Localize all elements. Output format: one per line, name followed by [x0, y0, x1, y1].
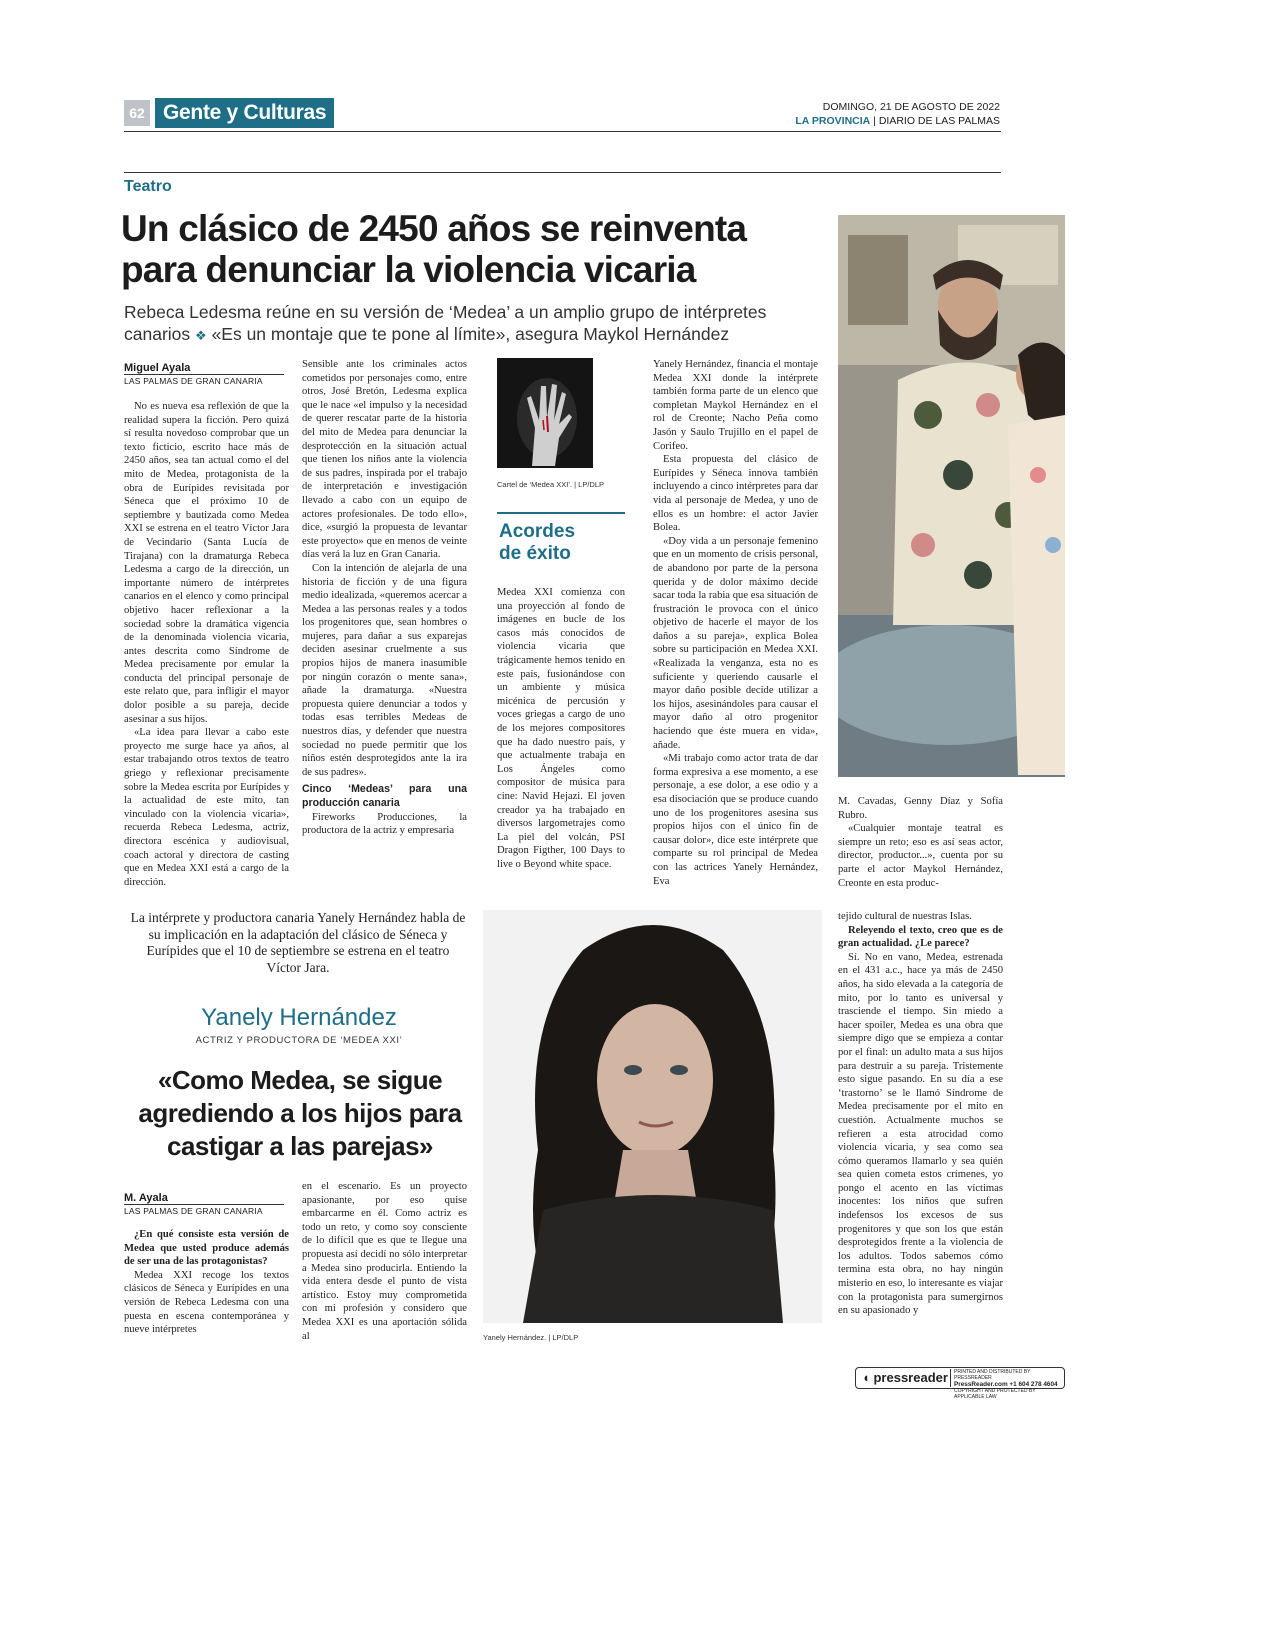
interview-answer: Medea XXI recoge los textos clásicos de Séneca y Eurípides en una versión de Rebeca Ledesma con una puesta en escena contemporánea y nueve intérpretes: [124, 1269, 289, 1336]
pressreader-notice: [954, 1369, 1064, 1400]
newspaper-name: LA PROVINCIA | DIARIO DE LAS PALMAS: [795, 115, 1000, 127]
article-headline: Un clásico de 2450 años se reinventa para denunciar la violencia vicaria: [121, 208, 747, 290]
sidebar-box-body: [497, 586, 625, 871]
article-paragraph: «Doy vida a un personaje femenino que en un momento de crisis personal, de abandono por parte de la persona querida y de dolor máximo decide sacar toda la rabia que esa situación de frustración le provoca con el único objetivo de hacerle el mayor de los daños a su pareja», explica Bolea sobre su participación en Medea XXI. «Realizada la venganza, esta no es suficiente y queriendo causarle el mayor daño posible decide utilizar a los hijos, asesinándoles para causar el mayor daño al otro progenitor haciendo que éste muera en vida», añade.: [653, 535, 818, 751]
article-paragraph: «La idea para llevar a cabo este proyecto me surge hace ya años, al estar trabajando otros textos de teatro griego y reflexionar precisamente sobre la Medea escrita por Eurípides y la actualidad de este mito, tan vinculado con la violencia vicaria», recuerda Rebeca Ledesma, actriz, directora escénica y audiovisual, coach actoral y directora de casting que en Medea XXI está a cargo de la dirección.: [124, 727, 289, 888]
interview-question: Releyendo el texto, creo que es de gran actualidad. ¿Le parece?: [838, 924, 1003, 950]
pressreader-divider: [950, 1369, 951, 1387]
portrait-caption-text: Yanely Hernández.: [483, 1333, 547, 1342]
article-paragraph: Sensible ante los criminales actos cometidos por personajes como, entre otros, José Bretón, Ledesma explica que le nace «el impulso y la necesidad de querer rescatar parte de la historia del mito de Medea para denunciar la desprotección en la situación actual que tienen los niños ante la violencia de sus padres, inspirada por el trabajo de interpretación e investigación llevado a cabo con un equipo de actores profesionales. De todo ello», dice, «surgió la propuesta de levantar este proyecto» que en menos de veinte días verá la luz en Gran Canaria.: [302, 359, 467, 561]
article-column-1: [124, 400, 289, 889]
page-number: 62: [124, 100, 150, 126]
newspaper-edition: DIARIO DE LAS PALMAS: [878, 115, 1000, 127]
pressreader-line: PressReader.com +1 604 278 4604: [954, 1381, 1058, 1388]
poster-image: [497, 358, 593, 468]
interview-byline: [124, 1192, 289, 1216]
article-paragraph: Esta propuesta del clásico de Eurípides y Séneca innova también incluyendo a cinco intérpretes para dar vida al personaje de Medea, y uno de ellos es un hombre: el actor Javier Bolea.: [653, 454, 818, 534]
article-paragraph: «Cualquier montaje teatral es siempre un reto; eso es así seas actor, director, productor...», cuenta por su parte el actor Maykol Hernández, Creonte en esta produc-: [838, 823, 1003, 889]
interview-column-3: [838, 910, 1003, 1318]
byline-author: Miguel Ayala: [124, 362, 191, 374]
publication-date: DOMINGO, 21 DE AGOSTO DE 2022: [822, 101, 1000, 113]
sidebar-box-rule: [497, 512, 625, 514]
portrait-photo: [483, 910, 822, 1323]
subhead-separator-icon: ❖: [195, 328, 207, 343]
poster-caption-text: Cartel de ‘Medea XXI’.: [497, 480, 573, 489]
sidebar-box-title: [499, 521, 575, 565]
article-paragraph: Yanely Hernández, financia el montaje Medea XXI donde la intérprete también forma parte de un elenco que completan Maykol Hernández en el rol de Creonte; Nacho Peña como Jasón y Saulo Trujillo en el papel de Corifeo.: [653, 359, 818, 452]
interview-column-2: [302, 1180, 467, 1343]
article-subhead: [124, 301, 824, 347]
interview-intro: La intérprete y productora canaria Yanely Hernández habla de su implicación en la adaptación del clásico de Séneca y Eurípides que el 10 de septiembre se estrena en el teatro Víctor Jara.: [130, 910, 466, 975]
portrait-credit: LP/DLP: [552, 1333, 579, 1342]
article-kicker: Teatro: [124, 178, 172, 195]
raised-hand-image: [497, 358, 593, 468]
article-column-4: [653, 358, 818, 888]
actors-by-fountain-image: [838, 215, 1065, 777]
byline-place: LAS PALMAS DE GRAN CANARIA: [124, 374, 284, 386]
header-rule: [124, 131, 1001, 132]
newspaper-brand: LA PROVINCIA: [795, 115, 871, 127]
poster-caption: Cartel de ‘Medea XXI’. | LP/DLP: [497, 480, 605, 489]
interview-answer: tejido cultural de nuestras Islas.: [838, 911, 972, 922]
article-column-2: [302, 358, 467, 838]
photo-credit-continuation: M. Cavadas, Genny Díaz y Sofía Rubro.: [838, 796, 1003, 821]
article-top-rule: [124, 172, 1001, 173]
subhead-part-a: Rebeca Ledesma reúne en su versión de ‘Medea’ a un amplio grupo de intérpretes canarios: [124, 302, 767, 344]
article-column-5: [838, 795, 1003, 890]
interview-column-1: [124, 1228, 289, 1337]
pressreader-line: PRINTED AND DISTRIBUTED BY PRESSREADER: [954, 1369, 1031, 1381]
pressreader-icon: ◖: [862, 1370, 870, 1385]
pressreader-logo-text: pressreader: [873, 1370, 948, 1385]
interview-answer: en el escenario. Es un proyecto apasionante, por eso quise embarcarme en él. Como actriz es todo un reto, y como soy consciente de lo difícil que es que te llegue una propuesta así decidí no sólo interpretar a Medea sino producirla. Entiendo la vida entera desde el punto de vista artístico. Estoy muy comprometida con mi profesión y considero que Medea XXI es una aportación sólida al: [302, 1181, 467, 1342]
sidebar-box-text: Medea XXI comienza con una proyección al fondo de imágenes en bucle de los casos más conocidos de violencia vicaria que trágicamente hemos tenido en este país, fusionándose con un ambiente y música micénica de percusión y voces griegas a cargo de uno de los mejores compositores que ha dado nuestro país, y que actualmente trabaja en Los Ángeles como compositor de música para cine: Navid Hejazi. El joven creador ya ha trabajado en diversos largometrajes como La piel del volcán, PSI Dragon Figther, 100 Days to live o Beyond white space.: [497, 587, 625, 870]
article-byline: [124, 362, 289, 386]
interview-headline-quote: «Como Medea, se sigue agrediendo a los hijos para castigar a las parejas»: [138, 1065, 462, 1161]
article-paragraph: «Mi trabajo como actor trata de dar forma expresiva a ese momento, a ese personaje, a ese dolor, a ese odio y a esa disociación que se produce cuando uno de los progenitores asesina sus propios hijos con el único fin de causar dolor», dice este intérprete que comparte su rol principal de Medea con las actrices Yanely Hernández, Eva: [653, 753, 818, 887]
interview-question: ¿En qué consiste esta versión de Medea que usted produce además de ser una de las protagonistas?: [124, 1229, 289, 1268]
sidebar-box-title-line: de éxito: [499, 543, 571, 564]
portrait-image: [483, 910, 822, 1323]
sidebar-box-title-line: Acordes: [499, 521, 576, 542]
byline-place: LAS PALMAS DE GRAN CANARIA: [124, 1204, 284, 1216]
article-paragraph: Fireworks Producciones, la productora de la actriz y empresaria: [302, 811, 467, 837]
article-paragraph: Con la intención de alejarla de una historia de ficción y de una figura medio idealizada, «queremos acercar a Medea a las personas reales y a todos los progenitores que, sean hombres o mujeres, para dañar a sus exparejas deciden asesinar cruelmente a sus propios hijos de manera inasumible por ningún corazón o mente sana», añade la dramaturga. «Nuestra propuesta quiere denunciar a todos y todas esas terribles Medeas de nuestros días, y defender que nuestra sociedad no puede permitir que los niños estén desprotegidos ante la ira de sus padres».: [302, 562, 467, 778]
portrait-caption: Yanely Hernández. | LP/DLP: [483, 1333, 579, 1342]
section-banner: Gente y Culturas: [155, 98, 334, 128]
interviewee-role: ACTRIZ Y PRODUCTORA DE ‘MEDEA XXI’: [195, 1035, 403, 1046]
interview-answer: Sí. No en vano, Medea, estrenada en el 431 a.c., hace ya más de 2450 años, ha sido elevada a la categoría de mito, por lo tanto es universal y trasciende el tiempo. Sin miedo a hacer spoiler, Medea es una obra que siempre digo que se empieza a contar por el final: un adulto mata a sus hijos para destruir a su pareja. Tristemente esto sigue pasando. En su día a ese ‘trastorno’ se le llamó Síndrome de Medea precisamente por el mito en cuestión. Actualmente muchos se refieren a esta atrocidad como violencia vicaria, y sea como sea cómo queramos llamarlo y sea quién sea quien cometa estos crímenes, yo pongo el acento en las víctimas inocentes: los niños que sufren indefensos los excesos de sus progenitores y que son los que están desprotegidos frente a la violencia de los adultos. Todos sabemos cómo termina esta obra, no hay ningún misterio en eso, lo interesante es viajar con la protagonista para sumergirnos en su apasionado y: [838, 951, 1003, 1317]
subhead-part-b: «Es un montaje que te pone al límite», asegura Maykol Hernández: [211, 324, 730, 344]
byline-author: M. Ayala: [124, 1192, 168, 1204]
interviewee-name: Yanely Hernández: [201, 1004, 397, 1031]
actors-photo: [838, 215, 1065, 777]
article-paragraph: No es nueva esa reflexión de que la realidad supera la ficción. Pero quizá sí resulta novedoso comprobar que un texto ficticio, escrito hace más de 2450 años, sea tan actual como el del mito de Medea, protagonista de la obra de Eurípides revisitada por Séneca que el próximo 10 de septiembre y bautizada como Medea XXI se estrena en el teatro Víctor Jara de Vecindario (Santa Lucía de Tirajana) con la dramaturga Rebeca Ledesma a cargo de la dirección, un importante número de intérpretes canarios en el elenco y como principal objetivo hacer reflexionar a la sociedad sobre la dramática vigencia de la denominada violencia vicaria, antes descrita como Síndrome de Medea precisamente por emular la conducta del principal personaje de este relato que, para infligir el mayor dolor posible a su pareja, decide asesinar a sus hijos.: [124, 401, 289, 725]
poster-credit: LP/DLP: [578, 480, 605, 489]
pressreader-line: COPYRIGHT AND PROTECTED BY APPLICABLE LAW: [954, 1388, 1036, 1400]
article-subtitle: Cinco ‘Medeas’ para una producción canaria: [302, 783, 467, 809]
pressreader-logo: [862, 1370, 948, 1385]
